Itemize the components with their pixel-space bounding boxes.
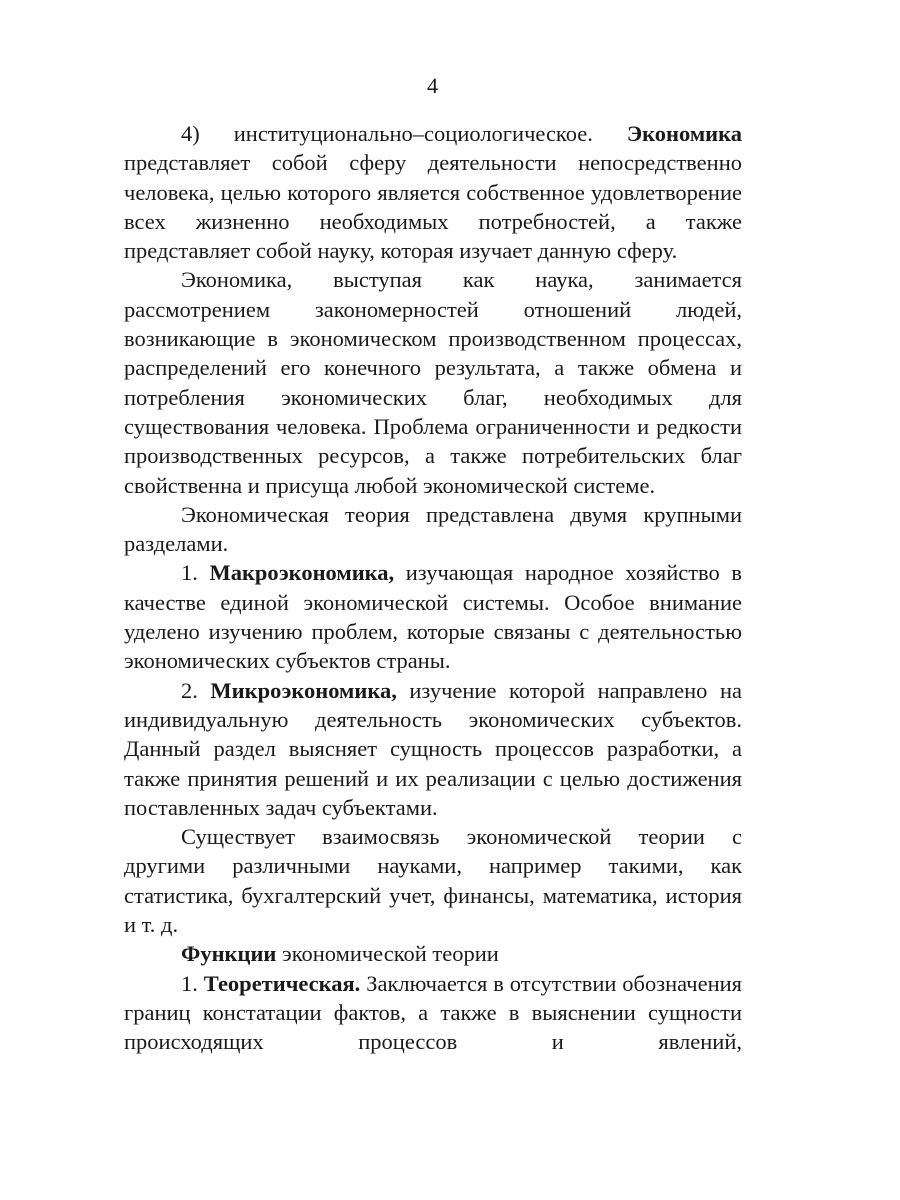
term-functions: Функции [181,941,277,967]
paragraph-theory-sections [124,500,742,559]
paragraph-economics-science [124,265,742,499]
paragraph-lead: 4) институционально–социологическое. [181,121,627,146]
page-body [124,119,742,1057]
functions-heading-text: экономической теории [276,941,499,967]
paragraph-text: изучающая народное хозяйство в качестве единой экономической системы. Особое внимание уделено изучению проблем, которые связаны с деятельностью экономических субъектов страны. [124,560,742,674]
paragraph-text: изучение которой направлено на индивидуальную деятельность экономических субъектов. Данный раздел выясняет сущность процессов разработки, а также принятия решений и их реализации с целью достижения поставленных задач субъектами. [124,677,742,820]
term-macroeconomics: Макроэкономика, [209,560,395,586]
paragraph-text: представляет собой сферу деятельности непосредственно человека, целью которого является собственное удовлетворение всех жизненно необходимых потребностей, а также представляет собой науку, которая изучает данную сферу. [124,150,742,264]
paragraph-microeconomics [124,676,742,822]
paragraph-theoretical-function [124,969,742,1057]
paragraph-text: Заключается в отсутствии обозначения границ констатации фактов, а также в выяснении сущности происходящих процессов и явлений, [124,970,743,1055]
page-number: 4 [427,73,438,98]
paragraph-text: Существует взаимосвязь экономической теории с другими различными науками, например такими, как статистика, бухгалтерский учет, финансы, математика, история и т. д. [124,824,742,938]
paragraph-lead: 1. [181,970,204,996]
paragraph-text: Экономическая теория представлена двумя крупными разделами. [124,501,742,557]
paragraph-economics-definition [124,119,742,265]
term-theoretical: Теоретическая. [203,970,361,996]
paragraph-text: Экономика, выступая как наука, занимается рассмотрением закономерностей отношений людей, возникающие в экономическом производственном процессах, распределений его конечного результата, а также обмена и потребления экономических благ, необходимых для существования человека. Проблема ограниченности и редкости производственных ресурсов, а также потребительских благ свойственна и присуща любой экономической системе. [124,267,742,498]
term-microeconomics: Микроэкономика, [210,677,397,703]
term-economics: Экономика [626,121,742,146]
paragraph-lead: 2. [181,677,211,703]
functions-heading [124,939,742,968]
paragraph-interrelation [124,822,742,939]
paragraph-lead: 1. [181,560,210,586]
paragraph-macroeconomics [124,558,742,675]
